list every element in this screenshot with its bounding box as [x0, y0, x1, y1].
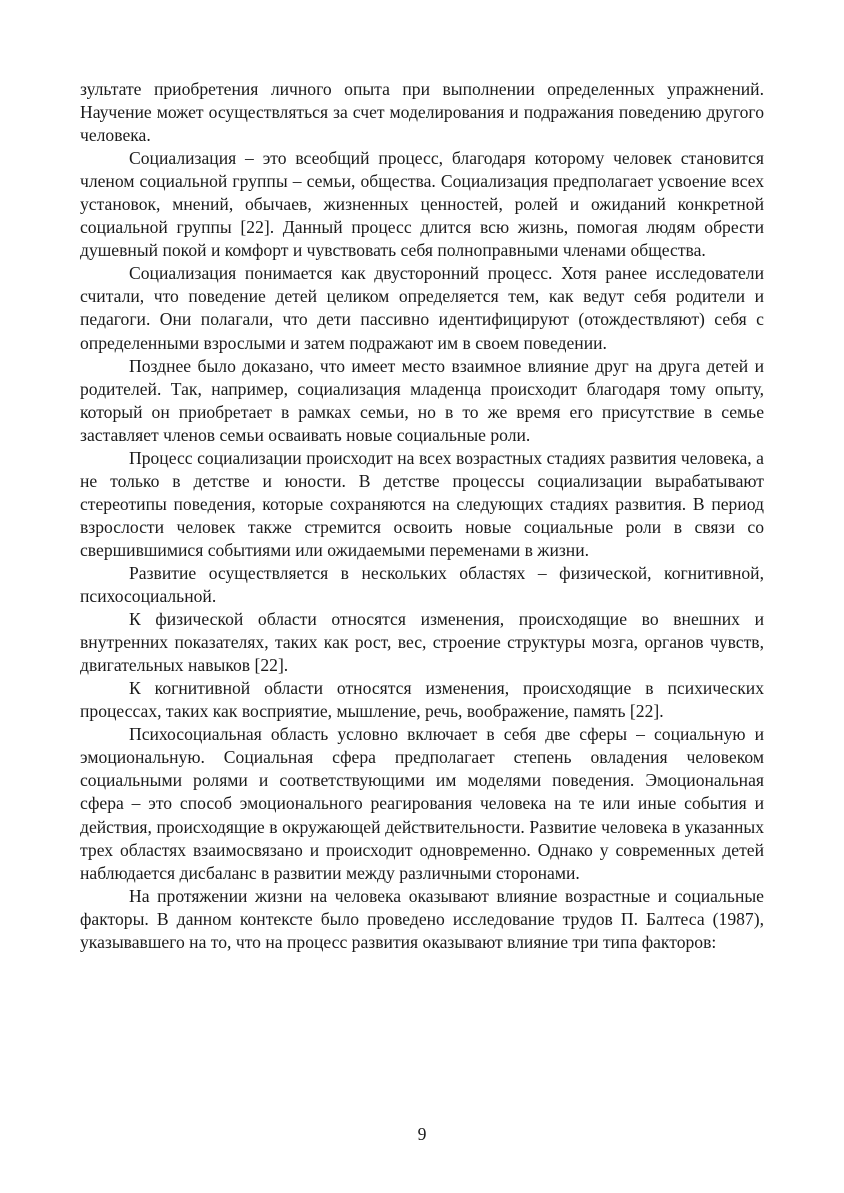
paragraph-7: К физической области относятся изменения, происходящие во внешних и внутренних показателях, таких как рост, вес, строение структуры мозга, органов чувств, двигательных навыков [22].	[80, 609, 764, 676]
paragraph-5: Процесс социализации происходит на всех возрастных стадиях развития человека, а не только в детстве и юности. В детстве процессы социализации вырабатывают стереотипы поведения, которые сохраняются на следующих стадиях развития. В период взрослости человек также стремится освоить новые социальные роли в связи со свершившимися событиями или ожидаемыми переменами в жизни.	[80, 447, 764, 560]
paragraph-6: Развитие осуществляется в нескольких областях – физической, когнитивной, психосоциальной.	[80, 562, 764, 607]
page-body	[80, 78, 764, 954]
paragraph-3: Социализация понимается как двусторонний процесс. Хотя ранее исследователи считали, что поведение детей целиком определяется тем, как ведут себя родители и педагоги. Они полагали, что дети пассивно идентифицируют (отождествляют) себя с определенными взрослыми и затем подражают им в своем поведении.	[80, 263, 764, 353]
paragraph-9: Психосоциальная область условно включает в себя две сферы – социальную и эмоциональную. Социальная сфера предполагает степень овладения человеком социальными ролями и соответствующими им моделями поведения. Эмоциональная сфера – это способ эмоционального реагирования человека на те или иные события и действия, происходящие в окружающей действительности. Развитие человека в указанных трех областях взаимосвязано и происходит одновременно. Однако у современных детей наблюдается дисбаланс в развитии между различными сторонами.	[80, 724, 764, 883]
paragraph-1: зультате приобретения личного опыта при выполнении определенных упражнений. Научение может осуществляться за счет моделирования и подражания поведению другого человека.	[80, 79, 764, 146]
paragraph-8: К когнитивной области относятся изменения, происходящие в психических процессах, таких как восприятие, мышление, речь, воображение, память [22].	[80, 678, 764, 722]
paragraph-4: Позднее было доказано, что имеет место взаимное влияние друг на друга детей и родителей. Так, например, социализация младенца происходит благодаря тому опыту, который он приобретает в рамках семьи, но в то же время его присутствие в семье заставляет членов семьи осваивать новые социальные роли.	[80, 355, 764, 445]
page-number: 9	[417, 1124, 427, 1144]
paragraph-10: На протяжении жизни на человека оказывают влияние возрастные и социальные факторы. В данном контексте было проведено исследование трудов П. Балтеса (1987), указывавшего на то, что на процесс развития оказывают влияние три типа факторов:	[80, 885, 764, 952]
paragraph-2: Социализация – это всеобщий процесс, благодаря которому человек становится членом социальной группы – семьи, общества. Социализация предполагает усвоение всех установок, мнений, обычаев, жизненных ценностей, ролей и ожиданий конкретной социальной группы [22]. Данный процесс длится всю жизнь, помогая людям обрести душевный покой и комфорт и чувствовать себя полноправными членами общества.	[80, 148, 764, 261]
